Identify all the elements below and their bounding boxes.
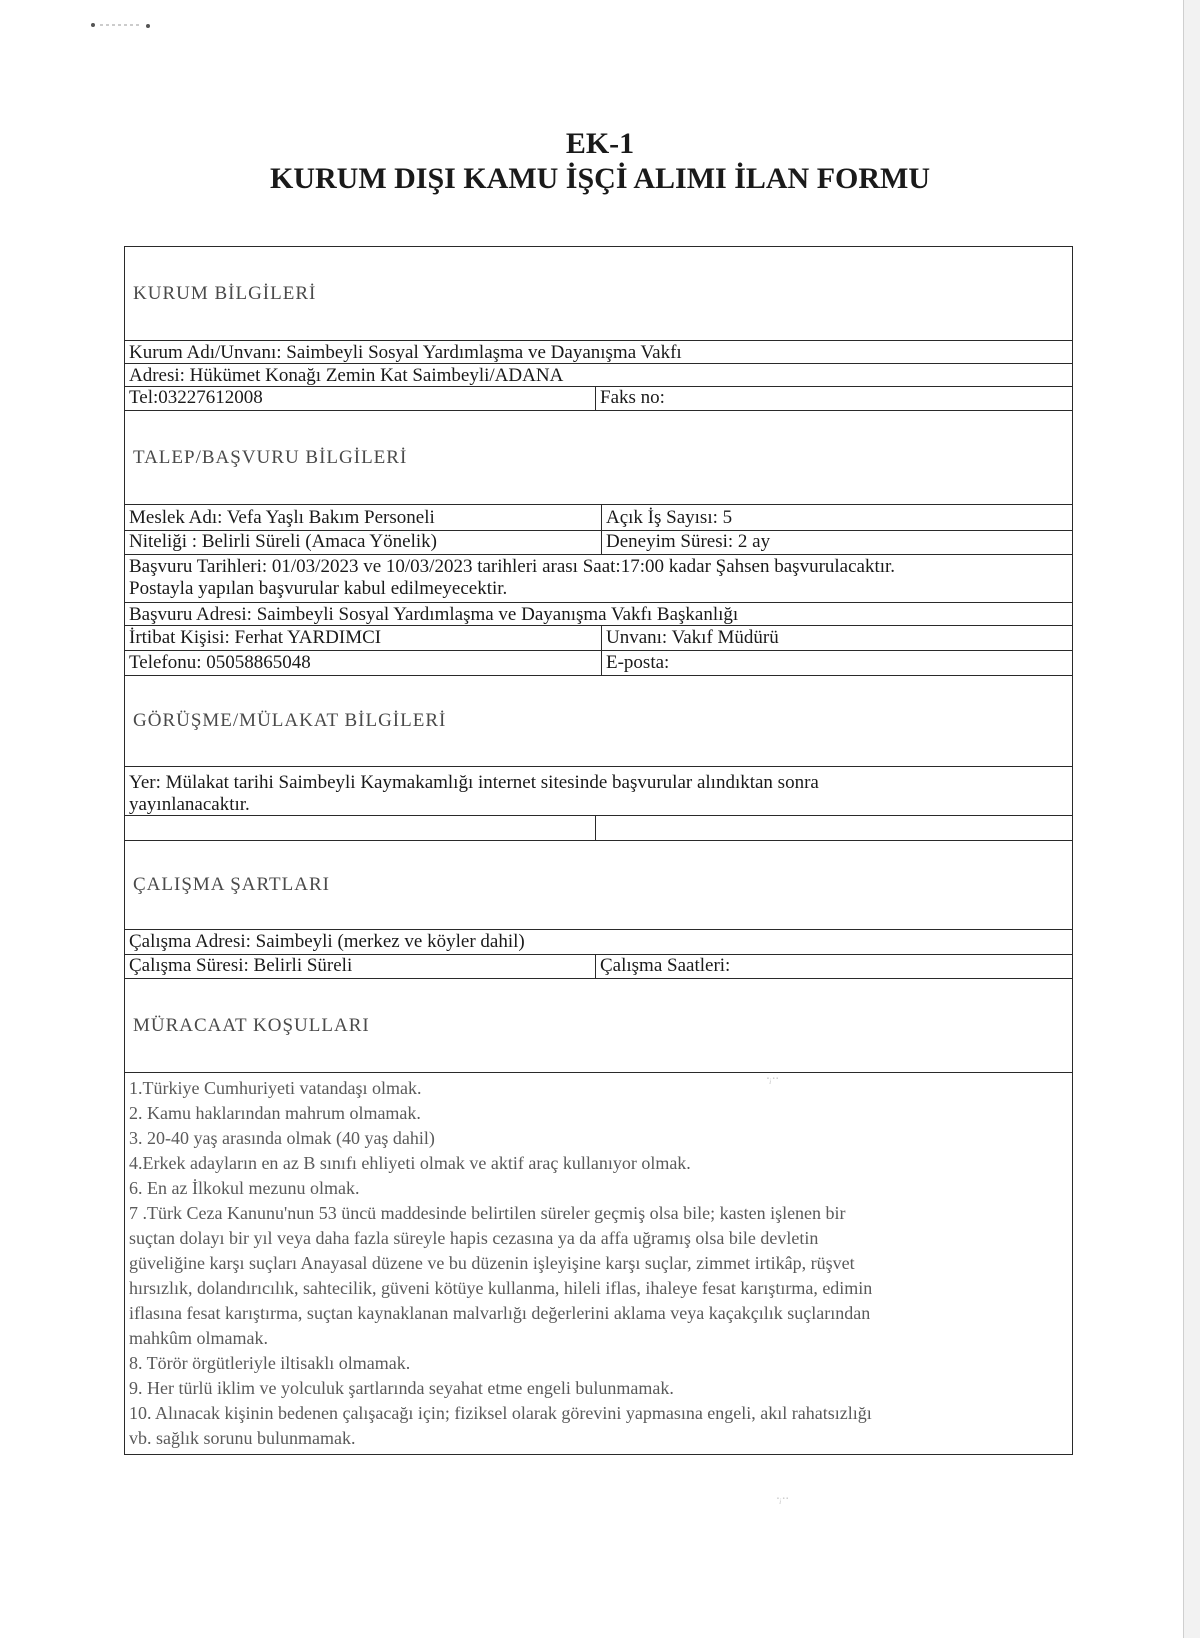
condition-line: 6. En az İlkokul mezunu olmak. (129, 1178, 360, 1198)
condition-line: suçtan dolayı bir yıl veya daha fazla süreyle hapis cezasına ya da affa uğramış olsa bile devletin (129, 1228, 819, 1248)
talep-telefon-row (125, 651, 1072, 676)
talep-adres-row (125, 603, 1072, 626)
calisma-adres-row (125, 930, 1072, 955)
kurum-address-row (125, 364, 1072, 387)
condition-line: 9. Her türlü iklim ve yolculuk şartlarında seyahat etme engeli bulunmamak. (129, 1378, 674, 1398)
kurum-name: Kurum Adı/Unvanı: Saimbeyli Sosyal Yardımlaşma ve Dayanışma Vakfı (129, 342, 682, 363)
calisma-heading-text: ÇALIŞMA ŞARTLARI (133, 874, 330, 895)
posta-notu: Postayla yapılan başvurular kabul edilmeyecektir. (129, 578, 508, 599)
calisma-adresi: Çalışma Adresi: Saimbeyli (merkez ve köyler dahil) (129, 931, 525, 952)
announcement-form (124, 246, 1073, 1455)
condition-line: 7 .Türk Ceza Kanunu'nun 53 üncü maddesinde belirtilen süreler geçmiş olsa bile; kasten işlenen bir (129, 1203, 846, 1223)
muracaat-list (125, 1073, 1072, 1455)
talep-meslek-row (125, 505, 1072, 531)
section-talep-heading (125, 411, 1072, 505)
telefon: Telefonu: 05058865048 (129, 652, 311, 673)
gorusme-heading-text: GÖRÜŞME/MÜLAKAT BİLGİLERİ (133, 710, 447, 731)
basvuru-tarihleri: Başvuru Tarihleri: 01/03/2023 ve 10/03/2023 tarihleri arası Saat:17:00 kadar Şahsen başvurulacaktır. (129, 556, 896, 577)
calisma-saatleri: Çalışma Saatleri: (595, 955, 1072, 978)
talep-heading-text: TALEP/BAŞVURU BİLGİLERİ (133, 446, 408, 468)
condition-line: 8. Törör örgütleriyle iltisaklı olmamak. (129, 1353, 411, 1373)
condition-line: 3. 20-40 yaş arasında olmak (40 yaş dahil) (129, 1128, 435, 1148)
kurum-name-row (125, 341, 1072, 364)
condition-line: güveliğine karşı suçları Anayasal düzene ve bu düzenin işleyişine karşı suçlar, zimmet irtikâp, rüşvet (129, 1253, 855, 1273)
talep-tarih-row (125, 555, 1072, 603)
unvan: Unvanı: Vakıf Müdürü (601, 626, 1072, 650)
kurum-fax: Faks no: (595, 387, 1072, 410)
kurum-heading-text: KURUM BİLGİLERİ (133, 282, 317, 304)
mulakat-yer: Yer: Mülakat tarihi Saimbeyli Kaymakamlığı internet sitesinde başvurular alındıktan sonra (129, 772, 819, 793)
gorusme-yer-row (125, 767, 1072, 816)
gorusme-empty-row (125, 816, 1072, 841)
condition-line: 4.Erkek adayların en az B sınıfı ehliyeti olmak ve aktif araç kullanıyor olmak. (129, 1153, 691, 1173)
condition-line: hırsızlık, dolandırıcılık, sahtecilik, güveni kötüye kullanma, hileli iflas, ihaleye fesat karıştırma, edimin (129, 1278, 873, 1298)
irtibat-kisisi: İrtibat Kişisi: Ferhat YARDIMCI (129, 627, 382, 648)
faint-stamp-mark-2: ·ᵢ·· (776, 1492, 789, 1507)
condition-line: mahkûm olmamak. (129, 1328, 268, 1348)
faint-stamp-mark: ·ᵢ·· (766, 1072, 779, 1087)
acik-is-sayisi: Açık İş Sayısı: 5 (601, 505, 1072, 530)
deneyim-suresi: Deneyim Süresi: 2 ay (601, 531, 1072, 554)
calisma-sure-row (125, 955, 1072, 979)
muracaat-heading-text: MÜRACAAT KOŞULLARI (133, 1014, 370, 1036)
condition-line: iflasına fesat karıştırma, suçtan kaynaklanan malvarlığı değerlerini aklama veya kaçakçılık suçlarından (129, 1303, 871, 1323)
section-calisma-heading (125, 841, 1072, 930)
scan-mark (90, 22, 152, 28)
section-muracaat-heading (125, 979, 1072, 1073)
empty-divider (595, 816, 596, 840)
meslek-adi: Meslek Adı: Vefa Yaşlı Bakım Personeli (129, 507, 435, 528)
basvuru-adresi: Başvuru Adresi: Saimbeyli Sosyal Yardımlaşma ve Dayanışma Vakfı Başkanlığı (129, 604, 739, 625)
eposta: E-posta: (601, 651, 1072, 675)
talep-nitelik-row (125, 531, 1072, 555)
section-gorusme-heading (125, 676, 1072, 767)
condition-line: vb. sağlık sorunu bulunmamak. (129, 1428, 356, 1448)
kurum-address: Adresi: Hükümet Konağı Zemin Kat Saimbeyli/ADANA (129, 365, 564, 386)
section-kurum-heading (125, 247, 1072, 341)
condition-line: 10. Alınacak kişinin bedenen çalışacağı için; fiziksel olarak görevini yapmasına engeli, akıl rahatsızlığı (129, 1403, 872, 1423)
scan-page-edge (1183, 0, 1200, 1638)
kurum-contact-row (125, 387, 1072, 411)
kurum-tel: Tel:03227612008 (129, 387, 263, 408)
niteligi: Niteliği : Belirli Süreli (Amaca Yönelik) (129, 531, 437, 552)
mulakat-yer-cont: yayınlanacaktır. (129, 794, 250, 815)
annex-label: EK-1 (565, 127, 635, 160)
talep-irtibat-row (125, 626, 1072, 651)
form-title: KURUM DIŞI KAMU İŞÇİ ALIMI İLAN FORMU (269, 162, 931, 195)
condition-line: 1.Türkiye Cumhuriyeti vatandaşı olmak. (129, 1078, 422, 1098)
calisma-suresi: Çalışma Süresi: Belirli Süreli (129, 955, 353, 976)
condition-line: 2. Kamu haklarından mahrum olmamak. (129, 1103, 421, 1123)
